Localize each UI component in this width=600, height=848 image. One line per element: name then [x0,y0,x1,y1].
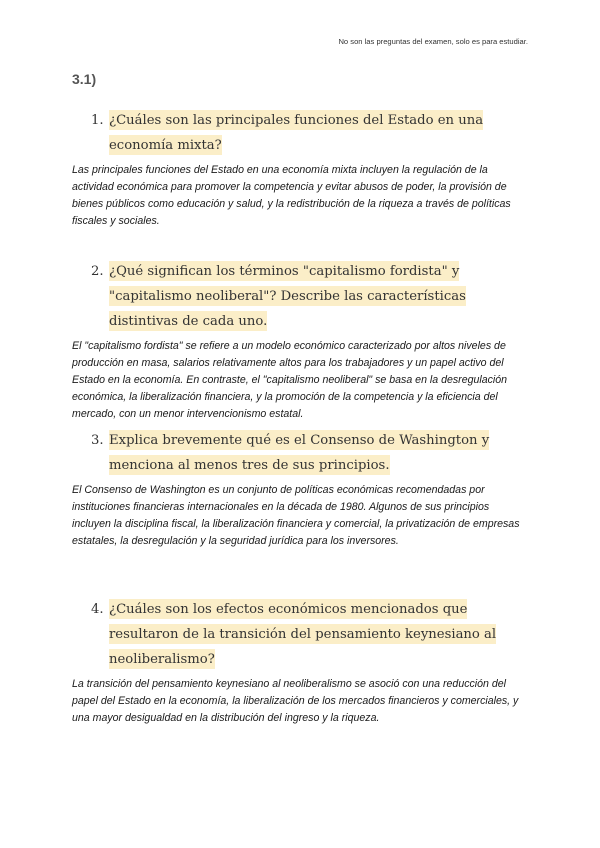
question-number: 2. [91,264,104,279]
question [72,428,532,478]
question-text: ¿Qué significan los términos "capitalismo fordista" y "capitalismo neoliberal"? Describe las características distintivas de cada uno. [109,261,466,331]
question [72,108,532,158]
answer-text: El "capitalismo fordista" se refiere a un modelo económico caracterizado por altos niveles de producción en masa, salarios relativamente altos para los trabajadores y un papel activo del Estado en la economía. En contraste, el "capitalismo neoliberal" se basa en la desregulación económica, la liberalización financiera, y la promoción de la competencia y la eficiencia del mercado, con un menor intervencionismo estatal. [72,340,508,420]
qa-item-2 [72,259,532,423]
question-text: ¿Cuáles son los efectos económicos mencionados que resultaron de la transición del pensamiento keynesiano al neoliberalismo? [109,599,496,669]
answer-text: El Consenso de Washington es un conjunto de políticas económicas recomendadas por instituciones financieras internacionales en la década de 1980. Algunos de sus principios incluyen la disciplina fiscal, la liberalización financiera y comercial, la privatización de empresas estatales, la desregulación y la seguridad jurídica para los inversores. [72,484,520,547]
question-number: 4. [91,602,104,617]
question [72,259,532,334]
header-note: No son las preguntas del examen, solo es para estudiar. [338,37,528,46]
section-number: 3.1) [72,71,97,87]
question-text: Explica brevemente qué es el Consenso de Washington y menciona al menos tres de sus principios. [109,430,489,475]
qa-item-1 [72,108,532,230]
answer-text: La transición del pensamiento keynesiano al neoliberalismo se asoció con una reducción del papel del Estado en la economía, la liberalización de los mercados financieros y comerciales, y una mayor desigualdad en la distribución del ingreso y la riqueza. [72,678,519,724]
qa-item-4 [72,597,532,727]
question [72,597,532,672]
question-number: 1. [91,113,104,128]
question-text: ¿Cuáles son las principales funciones del Estado en una economía mixta? [109,110,483,155]
answer-text: Las principales funciones del Estado en una economía mixta incluyen la regulación de la actividad económica para promover la competencia y evitar abusos de poder, la provisión de bienes públicos como educación y salud, y la redistribución de la riqueza a través de políticas fiscales y sociales. [72,164,511,227]
qa-item-3 [72,428,532,550]
question-number: 3. [91,433,104,448]
